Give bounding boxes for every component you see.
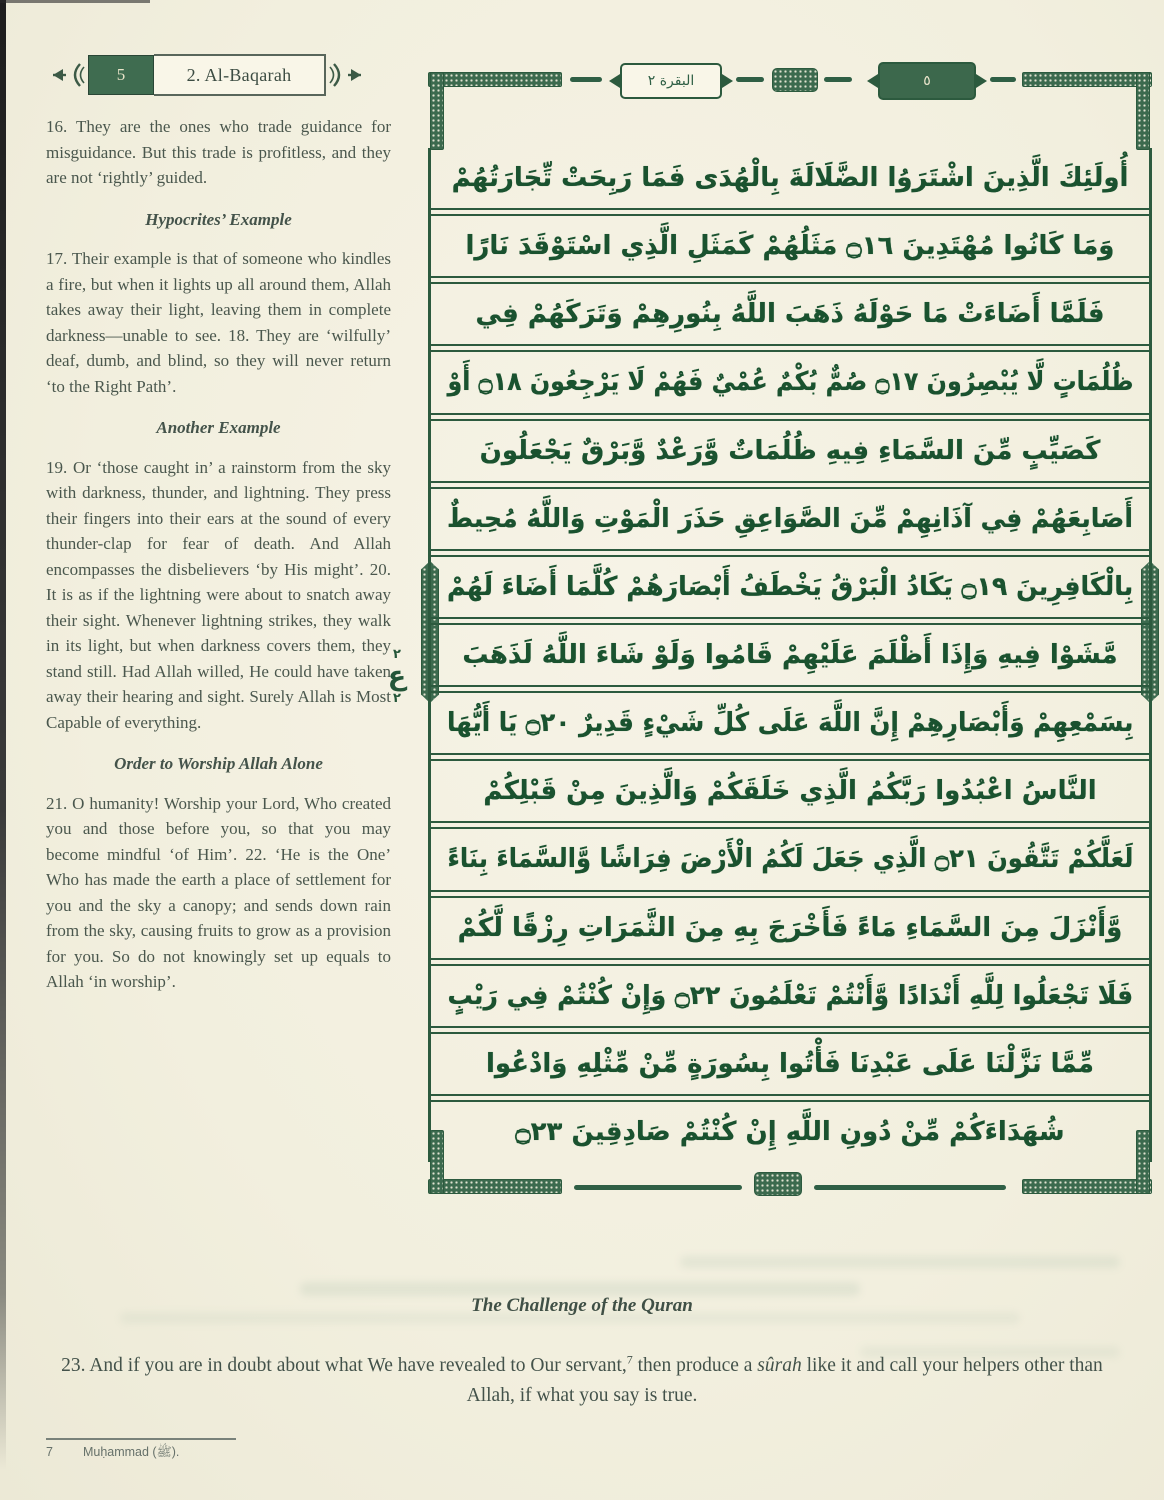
ayah-line: أَصَابِعَهُمْ فِي آذَانِهِمْ مِّنَ الصَّوَاعِقِ حَذَرَ الْمَوْتِ وَاللَّهُ مُحِيطٌ — [447, 503, 1134, 534]
surah-title: 2. Al-Baqarah — [186, 64, 292, 85]
scan-edge-top — [0, 0, 150, 3]
frame-dash — [824, 77, 852, 82]
ruku-number-top: ٢ — [393, 647, 401, 662]
surah-name-cartouche — [620, 63, 722, 99]
scan-edge-shadow — [0, 0, 6, 1470]
page-bleed-through — [300, 1282, 860, 1296]
ayah-line: ظُلُمَاتٍ لَّا يُبْصِرُونَ ۝١٧ صُمٌّ بُكْمٌ عُمْيٌ فَهُمْ لَا يَرْجِعُونَ ۝١٨ أَوْ — [447, 367, 1133, 398]
ayah-divider — [431, 958, 1149, 966]
ayah-line: النَّاسُ اعْبُدُوا رَبَّكُمُ الَّذِي خَلَقَكُمْ وَالَّذِينَ مِنْ قَبْلِكُمْ — [483, 776, 1097, 807]
banner-arrow-ornament-left — [50, 62, 88, 88]
ayah-divider — [431, 481, 1149, 489]
verse-paragraph-19-20: 19. Or ‘those caught in’ a rainstorm from the sky with darkness, thunder, and lightning. They press their fingers into their ears at the sound of every thunder-clap for fear of death. And Allah encompasses the disbelievers ‘by His might’. 20. It is as if the lightning were about to snatch away their sight. Whenever lightning strikes, they walk in its light, but when darkness covers them, they stand still. Had Allah willed, He could have taken away their hearing and sight. Surely Allah is Most Capable of everything. — [46, 457, 391, 732]
frame-corner-ornament-top-left-vertical — [430, 72, 444, 150]
surah-word-italic: sûrah — [757, 1354, 802, 1376]
ayah-divider — [431, 413, 1149, 421]
section-heading-another-example: Another Example — [156, 418, 281, 437]
frame-dash — [736, 77, 764, 82]
frame-corner-ornament-top-left — [428, 72, 562, 87]
frame-corner-ornament-top-right — [1022, 72, 1152, 87]
ayah-divider — [431, 617, 1149, 625]
footnote — [46, 1445, 179, 1463]
ayah-divider — [431, 753, 1149, 761]
surah-title-box — [154, 54, 326, 96]
ayah-divider — [431, 1026, 1149, 1034]
ruku-ain-glyph: ع — [387, 661, 407, 692]
frame-dash — [814, 1185, 1006, 1190]
ayah-divider — [431, 208, 1149, 216]
footnote-text: Muḥammad (ﷺ). — [82, 1445, 180, 1459]
ayah-line: وَمَا كَانُوا مُهْتَدِينَ ۝١٦ مَثَلُهُمْ كَمَثَلِ الَّذِي اسْتَوْقَدَ نَارًا — [465, 231, 1115, 262]
ayah-line: أُولَئِكَ الَّذِينَ اشْتَرَوُا الضَّلَالَةَ بِالْهُدَى فَمَا رَبِحَتْ تِّجَارَتُهُمْ — [451, 163, 1129, 194]
verse-paragraph-23: 23. And if you are in doubt about what We have revealed to Our servant,$^7$ then produce a sûrah like it and call your helpers other than Allah, if what you say is true. — [61, 1352, 1103, 1406]
frame-corner-ornament-top-right-vertical — [1136, 72, 1150, 150]
frame-mini-ornament-bottom — [754, 1172, 802, 1196]
frame-mini-ornament-top — [772, 68, 818, 92]
ayah-line: شُهَدَاءَكُمْ مِّنْ دُونِ اللَّهِ إِنْ كُنْتُمْ صَادِقِينَ ۝٢٣ — [515, 1117, 1065, 1148]
ayah-divider — [431, 344, 1149, 352]
ayah-line: فَلَا تَجْعَلُوا لِلَّهِ أَنْدَادًا وَّأَنْتُمْ تَعْلَمُونَ ۝٢٢ وَإِنْ كُنْتُمْ فِي رَيْبٍ — [447, 980, 1133, 1011]
frame-corner-ornament-bottom-left — [428, 1179, 562, 1194]
verse-paragraph-17-18: 17. Their example is that of someone who kindles a fire, but when it lights up all around them, Allah takes away their light, leaving them in complete darkness—unable to see. 18. They are ‘wilfully’ deaf, dumb, and blind, so they will never return ‘to the Right Path’. — [46, 249, 391, 396]
frame-corner-ornament-bottom-right-vertical — [1136, 1130, 1150, 1194]
frame-dash — [570, 77, 602, 82]
ruku-number-bottom: ٢ — [393, 691, 401, 706]
verse-paragraph-16: 16. They are the ones who trade guidance for misguidance. But this trade is profitless, and they are not ‘rightly’ guided. — [46, 117, 391, 187]
ayah-line: بِالْكَافِرِينَ ۝١٩ يَكَادُ الْبَرْقُ يَخْطَفُ أَبْصَارَهُمْ كُلَّمَا أَضَاءَ لَهُمْ — [446, 571, 1134, 602]
section-heading-order-to-worship: Order to Worship Allah Alone — [114, 754, 323, 773]
ayah-divider — [431, 549, 1149, 557]
footnote-divider — [46, 1438, 236, 1440]
ayah-line: مَّشَوْا فِيهِ وَإِذَا أَظْلَمَ عَلَيْهِمْ قَامُوا وَلَوْ شَاءَ اللَّهُ لَذَهَبَ — [462, 640, 1118, 671]
frame-dash — [574, 1185, 742, 1190]
banner-arrow-ornament-right — [326, 62, 364, 88]
number-cartouche-glyph: ٥ — [923, 73, 931, 89]
page-number: 5 — [116, 65, 126, 84]
ayah-divider — [431, 821, 1149, 829]
ayah-line: بِسَمْعِهِمْ وَأَبْصَارِهِمْ إِنَّ اللَّهَ عَلَى كُلِّ شَيْءٍ قَدِيرٌ ۝٢٠ يَا أَيُّهَا — [446, 708, 1134, 739]
frame-corner-ornament-bottom-right — [1022, 1179, 1152, 1194]
section-heading-hypocrites-example: Hypocrites’ Example — [145, 209, 292, 229]
arabic-text-panel — [428, 148, 1152, 1162]
quran-text-frame — [428, 56, 1152, 1208]
frame-dash — [990, 77, 1016, 82]
ayah-line: لَعَلَّكُمْ تَتَّقُونَ ۝٢١ الَّذِي جَعَلَ لَكُمُ الْأَرْضَ فِرَاشًا وَّالسَّمَاءَ بِنَاءً — [447, 844, 1133, 875]
page-bleed-through — [680, 1256, 1120, 1268]
ayah-line: كَصَيِّبٍ مِّنَ السَّمَاءِ فِيهِ ظُلُمَاتٌ وَّرَعْدٌ وَّبَرْقٌ يَجْعَلُونَ — [479, 435, 1101, 466]
translation-column — [46, 114, 391, 1005]
ayah-line: فَلَمَّا أَضَاءَتْ مَا حَوْلَهُ ذَهَبَ اللَّهُ بِنُورِهِمْ وَتَرَكَهُمْ فِي — [475, 299, 1105, 330]
ayah-divider — [431, 890, 1149, 898]
page-number-badge — [88, 55, 154, 95]
ayah-line: مِّمَّا نَزَّلْنَا عَلَى عَبْدِنَا فَأْتُوا بِسُورَةٍ مِّنْ مِّثْلِهِ وَادْعُوا — [486, 1048, 1094, 1079]
ayah-line: وَّأَنْزَلَ مِنَ السَّمَاءِ مَاءً فَأَخْرَجَ بِهِ مِنَ الثَّمَرَاتِ رِزْقًا لَّكُمْ — [457, 912, 1123, 943]
surah-name-arabic: البقرة ٢ — [647, 73, 695, 89]
footnote-number: 7 — [46, 1445, 53, 1459]
page-header-banner — [50, 54, 364, 96]
challenge-section-heading: The Challenge of the Quran — [471, 1295, 693, 1316]
verse-paragraph-21-22: 21. O humanity! Worship your Lord, Who created you and those before you, so that you may become mindful ‘of Him’. 22. ‘He is the One’ Who has made the earth a place of settlement for you and the sky a canopy; and sends down rain from the sky, causing fruits to grow as a provision for you. So do not knowingly set up equals to Allah ‘in worship’. — [46, 793, 391, 991]
ayah-divider — [431, 1094, 1149, 1102]
verse-23-text: 23. And if you are in doubt about what We have revealed to Our servant, — [61, 1354, 627, 1376]
number-cartouche — [878, 62, 976, 100]
ayah-divider — [431, 685, 1149, 693]
ayah-divider — [431, 276, 1149, 284]
footnote-reference: 7 — [626, 1352, 633, 1366]
frame-corner-ornament-bottom-left-vertical — [430, 1130, 444, 1194]
